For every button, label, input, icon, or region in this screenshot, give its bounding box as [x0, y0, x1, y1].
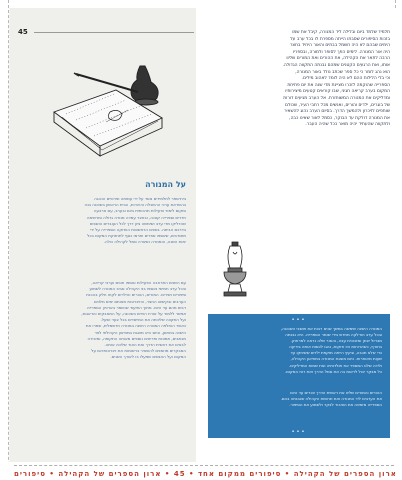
- text-line: מברזל יצוק ומזכוכית עבה, והאור שלה נראה למרחוק.: [290, 338, 382, 344]
- text-line: הספרייה מזמינה את הציבור לבקר ולשמוע את הסיפור.: [289, 402, 382, 408]
- text-line: ולידה שלט המספר את תולדותיה ואת שמות המדליקים.: [288, 362, 382, 368]
- right-body-text: [204, 30, 390, 129]
- text-line: בדרכם הביתה. בשנים הראשונות הוחזקה הספרייה על ידי: [89, 227, 186, 233]
- page-top-margin: [0, 0, 402, 8]
- left-intro-paragraph: [18, 196, 186, 246]
- text-line: ובכל ערב חמישי נאספו בני הקהילה סביב המנורה לשמוע: [89, 286, 186, 292]
- text-line: כאשר הוחלפה המנורה הישנה במנורה חדשמלית, שמרו את: [85, 323, 186, 329]
- bottom-trim-guide: [14, 465, 394, 466]
- right-trim-guide: [395, 0, 402, 480]
- text-line: תלמיד שלמד ביום ובלילה ליד המנורה, קיבל את שמו: [292, 30, 390, 35]
- text-line: את הערבים ליד המנורה ואת תחושת הקהילה שנבנתה בהם.: [280, 396, 382, 402]
- info-box: [208, 314, 390, 438]
- header-rule: [34, 32, 194, 33]
- open-book-with-pen-and-inkwell-icon: [36, 60, 166, 176]
- text-line: מכתבים, תמונות ופריטים נוספים מאותה התקופה, ומזכירה: [87, 335, 186, 341]
- section-title: על המנורה: [145, 180, 186, 189]
- text-line: ומקום לימוד ופעילות תרבותית ביום ובערב, עם ארבעה: [93, 208, 186, 214]
- text-line: המנורה הישנה שימשה במשך שנים רבות את תושבי השכונה,: [281, 326, 382, 331]
- text-line: שותפים לזיכרון ולהמשך הדרך. בסיום הערב נהוג להשאיר: [284, 109, 390, 115]
- left-second-paragraph: [18, 280, 186, 361]
- text-line: בזכות הסיפורים שסבתו הייתה מספרת לו בכל ערב על: [290, 36, 390, 42]
- text-line: אותו, ואת הרגעים הקטנים שמהם נבנתה התקווה הגדולה.: [282, 62, 390, 68]
- text-line: של בוגרים, ילדים והורים, ואנשים מכל רחבי העיר, שכולם: [285, 102, 390, 108]
- text-line: הימים שבהם לא היה חשמל בבתים והאור היחיד בחצר: [289, 43, 390, 49]
- info-box-ornament-bottom: •••: [291, 428, 307, 435]
- text-line: וכי בלי הלילות ההם לא היה לומד לאהוב מילים.: [301, 76, 390, 82]
- text-line: כדי שלא תכבה, ובקיץ הייתה מוקפת ילדים ששיחקו עד: [290, 350, 382, 356]
- text-line: שעות מאוחרות. כיום מוצגת המנורה במוזיאון הקהילה,: [290, 356, 382, 362]
- text-line: מתנדבים, שאספו ספרים ותרמו כסף לתחזוקת המקום בכל: [87, 233, 186, 239]
- text-line: אפשר ללמוד על אורח החיים בשכונה, על המאבקים והדאגות,: [81, 311, 186, 317]
- text-line: בהשראת ערכי ההשכלה והיהדות, הבית הראשון בשכונה בנה: [84, 202, 186, 208]
- text-line: המקום בערב קריאה חגיגי, שבו קוראים קטעים מיצירותיו: [285, 89, 390, 95]
- text-line: הישנה במחסן, וכיום היא מוצגת במוזיאון הקהילתי לצד: [94, 329, 186, 335]
- text-line: הערבים ובקישוט החצר, והזיכרונות מאותם ימים מלווים: [93, 298, 186, 304]
- text-line: הוא נהג לומר כי כל ספר שכתב נולד באור המנורה,: [295, 69, 390, 75]
- text-line: בית-ספר לתלמידים נוסד על ידי עמותה ופרטיים הנהגה: [94, 196, 186, 201]
- page-number: 45: [18, 28, 28, 36]
- oil-lamp-icon: [218, 240, 252, 302]
- text-line: ומדליקים את המנורה המשוחזרת. אל הערב מגיעים דורות: [283, 95, 390, 101]
- info-box-paragraph: [216, 390, 382, 408]
- text-line: חדרים וספרייה קטנה, ובחצר עמדה מנורה גדולה ומרשימה: [86, 214, 186, 220]
- left-trim-guide: [0, 0, 9, 480]
- text-line: הרבה לתאר את הקהילה, את ההורים ואת המורים שליוו: [286, 56, 390, 62]
- text-line: הספרייה שהוקמה לזכרו מציינת מדי שנה את יום פתיחת: [287, 82, 390, 88]
- text-line: עם השנים התרחבה הפעילות ונוספו חוגים וערבי קריאה,: [91, 280, 186, 285]
- text-line: שהדליקו מדי ערב ושימשה ציון דרך לכל העוברים והשבים: [89, 220, 186, 226]
- text-line: בחורף, כשהרוחות היו חזקות, נהגו לכסות אותה ביריעה: [289, 344, 382, 350]
- text-line: ועל התקווה שליוותה את המייסדים בכל צעד ושעל.: [100, 317, 186, 323]
- text-line: היה אור המנורה. לימים הפך לסופר ולמורה, ובספריו: [292, 49, 390, 55]
- text-line: ההורים והמורים שליוו את ראשית הדרך זוכרים עד היום: [290, 390, 382, 395]
- footer-running-text: ארון הספרים של הקהילה • סיפורים ממקום אחד • 45 • ארון הספרים של הקהילה • סיפורים: [14, 470, 397, 478]
- text-line: רבים מהם עד היום. מתוך התיעוד שנשמר בארכיון הספרייה: [86, 304, 186, 310]
- text-line: ולתקווה שהעתיד יהיה מואר ככל שהיה העבר.: [305, 122, 390, 128]
- text-line: כל מבקר יכול לראות בה את סמל הדרך ואת רוח המקום.: [284, 368, 382, 374]
- text-line: ובכל ערב הודלקה מחדש בידי שומר הספרייה. היא נבנתה: [285, 332, 382, 338]
- text-line: המבקרים מוזמנים להשאיר ברשומות את זיכרונותיהם על: [91, 348, 186, 354]
- text-line: את המנורה דולקת עד הבוקר, כסמל לאור שאינו כבה,: [289, 115, 390, 121]
- text-line: ימות השנה, והמנורה נשארה סמל לקהילה כולה.: [103, 239, 186, 245]
- info-box-paragraph: [216, 326, 382, 375]
- info-box-ornament-top: •••: [291, 317, 307, 323]
- text-line: סיפורים ושירים. המורים, ההורים והילדים לקחו חלק בהכנת: [86, 292, 186, 298]
- text-line: לבאים את ראשית הדרך ואת האור שליווה אותה.: [104, 342, 186, 348]
- text-line: המקום ועל האנשים שפעלו בו לאורך השנים.: [110, 354, 186, 360]
